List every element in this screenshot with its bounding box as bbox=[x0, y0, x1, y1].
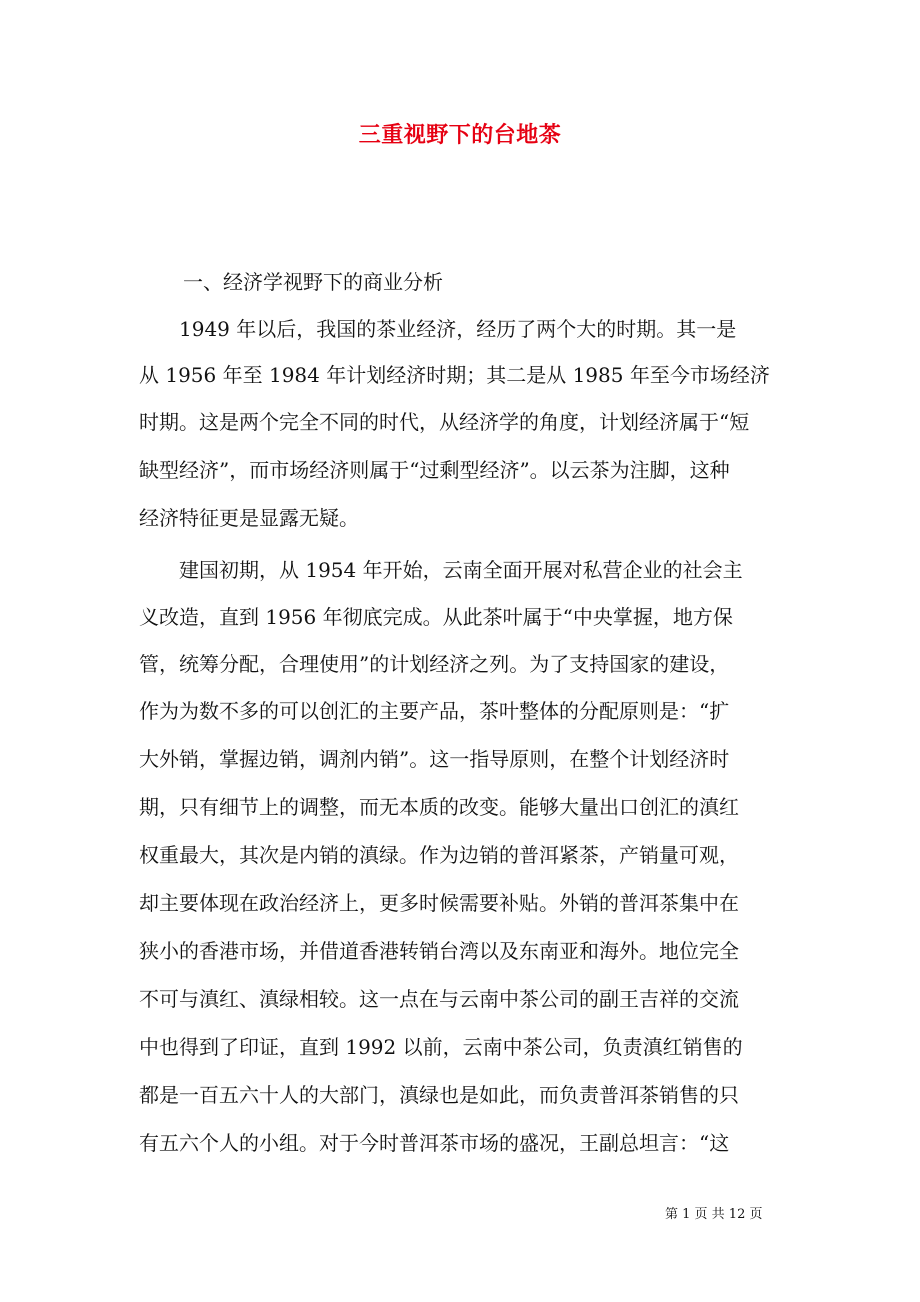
body-line: 经济特征更是显露无疑。 bbox=[139, 506, 359, 530]
body-line: 不可与滇红、滇绿相较。这一点在与云南中茶公司的副王吉祥的交流 bbox=[139, 987, 739, 1011]
body-line: 权重最大，其次是内销的滇绿。作为边销的普洱紧茶，产销量可观， bbox=[139, 843, 739, 867]
body-line: 大外销，掌握边销，调剂内销”。这一指导原则，在整个计划经济时 bbox=[139, 747, 730, 771]
body-line: 都是一百五六十人的大部门，滇绿也是如此，而负责普洱茶销售的只 bbox=[139, 1083, 739, 1107]
body-line: 建国初期，从 1954 年开始，云南全面开展对私营企业的社会主 bbox=[139, 558, 743, 582]
body-line: 从 1956 年至 1984 年计划经济时期；其二是从 1985 年至今市场经济 bbox=[139, 363, 770, 387]
section-heading: 一、经济学视野下的商业分析 bbox=[183, 270, 443, 294]
body-line: 缺型经济”，而市场经济则属于“过剩型经济”。以云茶为注脚，这种 bbox=[139, 458, 730, 482]
body-line: 却主要体现在政治经济上，更多时候需要补贴。外销的普洱茶集中在 bbox=[139, 891, 739, 915]
body-line: 1949 年以后，我国的茶业经济，经历了两个大的时期。其一是 bbox=[139, 317, 737, 341]
body-line: 义改造，直到 1956 年彻底完成。从此茶叶属于“中央掌握，地方保 bbox=[139, 605, 733, 629]
body-line: 期，只有细节上的调整，而无本质的改变。能够大量出口创汇的滇红 bbox=[139, 795, 739, 819]
body-line: 狭小的香港市场，并借道香港转销台湾以及东南亚和海外。地位完全 bbox=[139, 939, 739, 963]
body-line: 作为为数不多的可以创汇的主要产品，茶叶整体的分配原则是：“扩 bbox=[139, 699, 730, 723]
body-line: 中也得到了印证，直到 1992 以前，云南中茶公司，负责滇红销售的 bbox=[139, 1035, 743, 1059]
page-number-footer: 第 1 页 共 12 页 bbox=[665, 1207, 763, 1222]
body-line: 时期。这是两个完全不同的时代，从经济学的角度，计划经济属于“短 bbox=[139, 410, 750, 434]
body-line: 管，统筹分配，合理使用”的计划经济之列。为了支持国家的建设， bbox=[139, 652, 730, 676]
body-line: 有五六个人的小组。对于今时普洱茶市场的盛况，王副总坦言：“这 bbox=[139, 1131, 730, 1155]
document-title: 三重视野下的台地茶 bbox=[358, 122, 562, 148]
